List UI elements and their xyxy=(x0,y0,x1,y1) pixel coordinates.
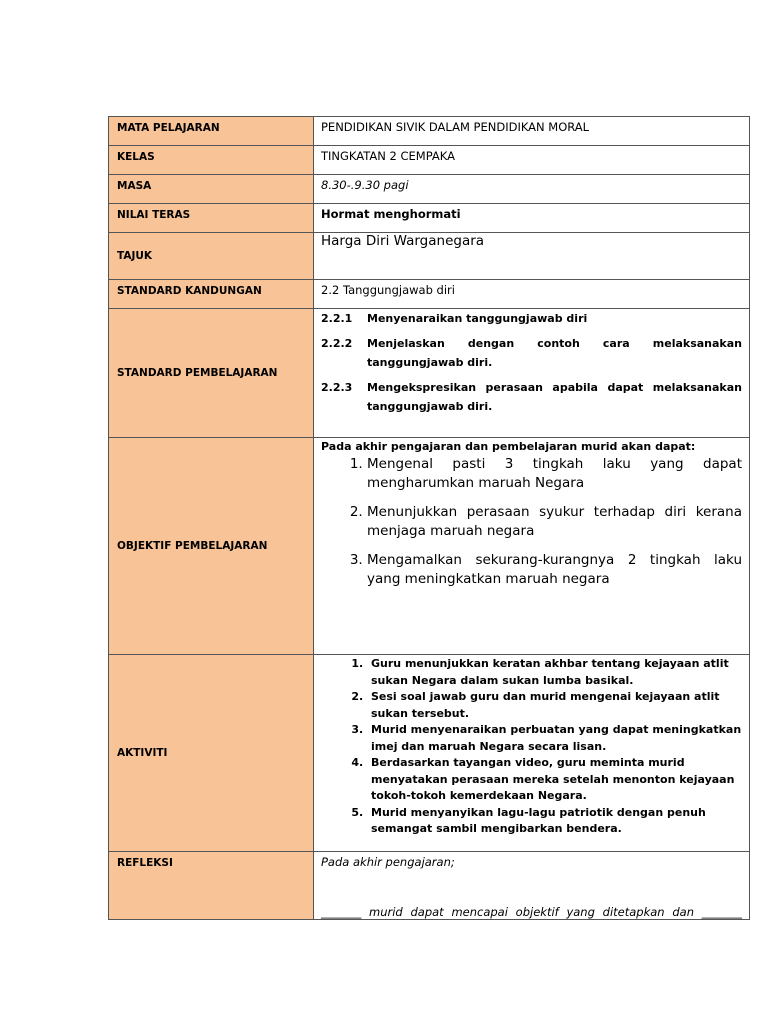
activity-item: 4. Berdasarkan tayangan video, guru meminta murid menyatakan perasaan mereka setelah menonton kejayaan tokoh-tokoh kemerdekaan Negara. xyxy=(367,755,742,805)
activities-cell xyxy=(314,655,750,852)
activities-list xyxy=(321,656,742,838)
value-content-standard: 2.2 Tanggungjawab diri xyxy=(314,280,750,309)
value-core-value: Hormat menghormati xyxy=(314,204,750,233)
label-content-standard: STANDARD KANDUNGAN xyxy=(109,280,314,309)
value-subject: PENDIDIKAN SIVIK DALAM PENDIDIKAN MORAL xyxy=(314,117,750,146)
row-topic xyxy=(109,233,750,280)
value-topic: Harga Diri Warganegara xyxy=(314,233,750,280)
row-content-standard xyxy=(109,280,750,309)
learning-standard-text: Menyenaraikan tanggungjawab diri xyxy=(367,312,588,325)
reflection-line: _______ murid dapat mencapai objektif yang ditetapkan dan _______ xyxy=(321,905,742,919)
label-class: KELAS xyxy=(109,146,314,175)
row-core-value xyxy=(109,204,750,233)
objective-item: 1. Mengenal pasti 3 tingkah laku yang dapat mengharumkan maruah Negara xyxy=(367,455,742,492)
reflection-cell xyxy=(314,852,750,920)
learning-standard-number: 2.2.3 xyxy=(321,381,353,394)
value-class: TINGKATAN 2 CEMPAKA xyxy=(314,146,750,175)
objective-item: 3. Mengamalkan sekurang-kurangnya 2 tingkah laku yang meningkatkan maruah negara xyxy=(367,551,742,588)
row-class xyxy=(109,146,750,175)
label-activities: AKTIVITI xyxy=(109,655,314,852)
learning-standard-number: 2.2.1 xyxy=(321,312,353,325)
label-time: MASA xyxy=(109,175,314,204)
label-subject: MATA PELAJARAN xyxy=(109,117,314,146)
objective-item: 2. Menunjukkan perasaan syukur terhadap diri kerana menjaga maruah negara xyxy=(367,503,742,540)
objectives-list xyxy=(321,455,742,588)
row-learning-standard xyxy=(109,309,750,438)
label-learning-standard: STANDARD PEMBELAJARAN xyxy=(109,309,314,438)
activity-item: 1. Guru menunjukkan keratan akhbar tentang kejayaan atlit sukan Negara dalam sukan lumba basikal. xyxy=(367,656,742,689)
activity-item: 2. Sesi soal jawab guru dan murid mengenai kejayaan atlit sukan tersebut. xyxy=(367,689,742,722)
objectives-intro: Pada akhir pengajaran dan pembelajaran murid akan dapat: xyxy=(321,440,696,453)
label-topic: TAJUK xyxy=(109,233,314,280)
lesson-plan-table xyxy=(108,116,750,920)
label-objectives: OBJEKTIF PEMBELAJARAN xyxy=(109,438,314,655)
learning-standard-text: Mengekspresikan perasaan apabila dapat melaksanakan tanggungjawab diri. xyxy=(367,381,742,413)
reflection-intro: Pada akhir pengajaran; xyxy=(321,855,455,869)
learning-standard-item xyxy=(321,378,742,416)
label-core-value: NILAI TERAS xyxy=(109,204,314,233)
label-reflection: REFLEKSI xyxy=(109,852,314,920)
learning-standard-list xyxy=(314,309,750,438)
activity-item: 3. Murid menyenaraikan perbuatan yang dapat meningkatkan imej dan maruah Negara secara lisan. xyxy=(367,722,742,755)
objectives-cell xyxy=(314,438,750,655)
row-time xyxy=(109,175,750,204)
row-objectives xyxy=(109,438,750,655)
learning-standard-item xyxy=(321,334,742,372)
row-subject xyxy=(109,117,750,146)
learning-standard-text: Menjelaskan dengan contoh cara melaksanakan tanggungjawab diri. xyxy=(367,337,742,369)
value-time: 8.30-.9.30 pagi xyxy=(314,175,750,204)
row-reflection xyxy=(109,852,750,920)
row-activities xyxy=(109,655,750,852)
activity-item: 5. Murid menyanyikan lagu-lagu patriotik dengan penuh semangat sambil mengibarkan bendera. xyxy=(367,805,742,838)
learning-standard-item xyxy=(321,309,742,328)
learning-standard-number: 2.2.2 xyxy=(321,337,353,350)
